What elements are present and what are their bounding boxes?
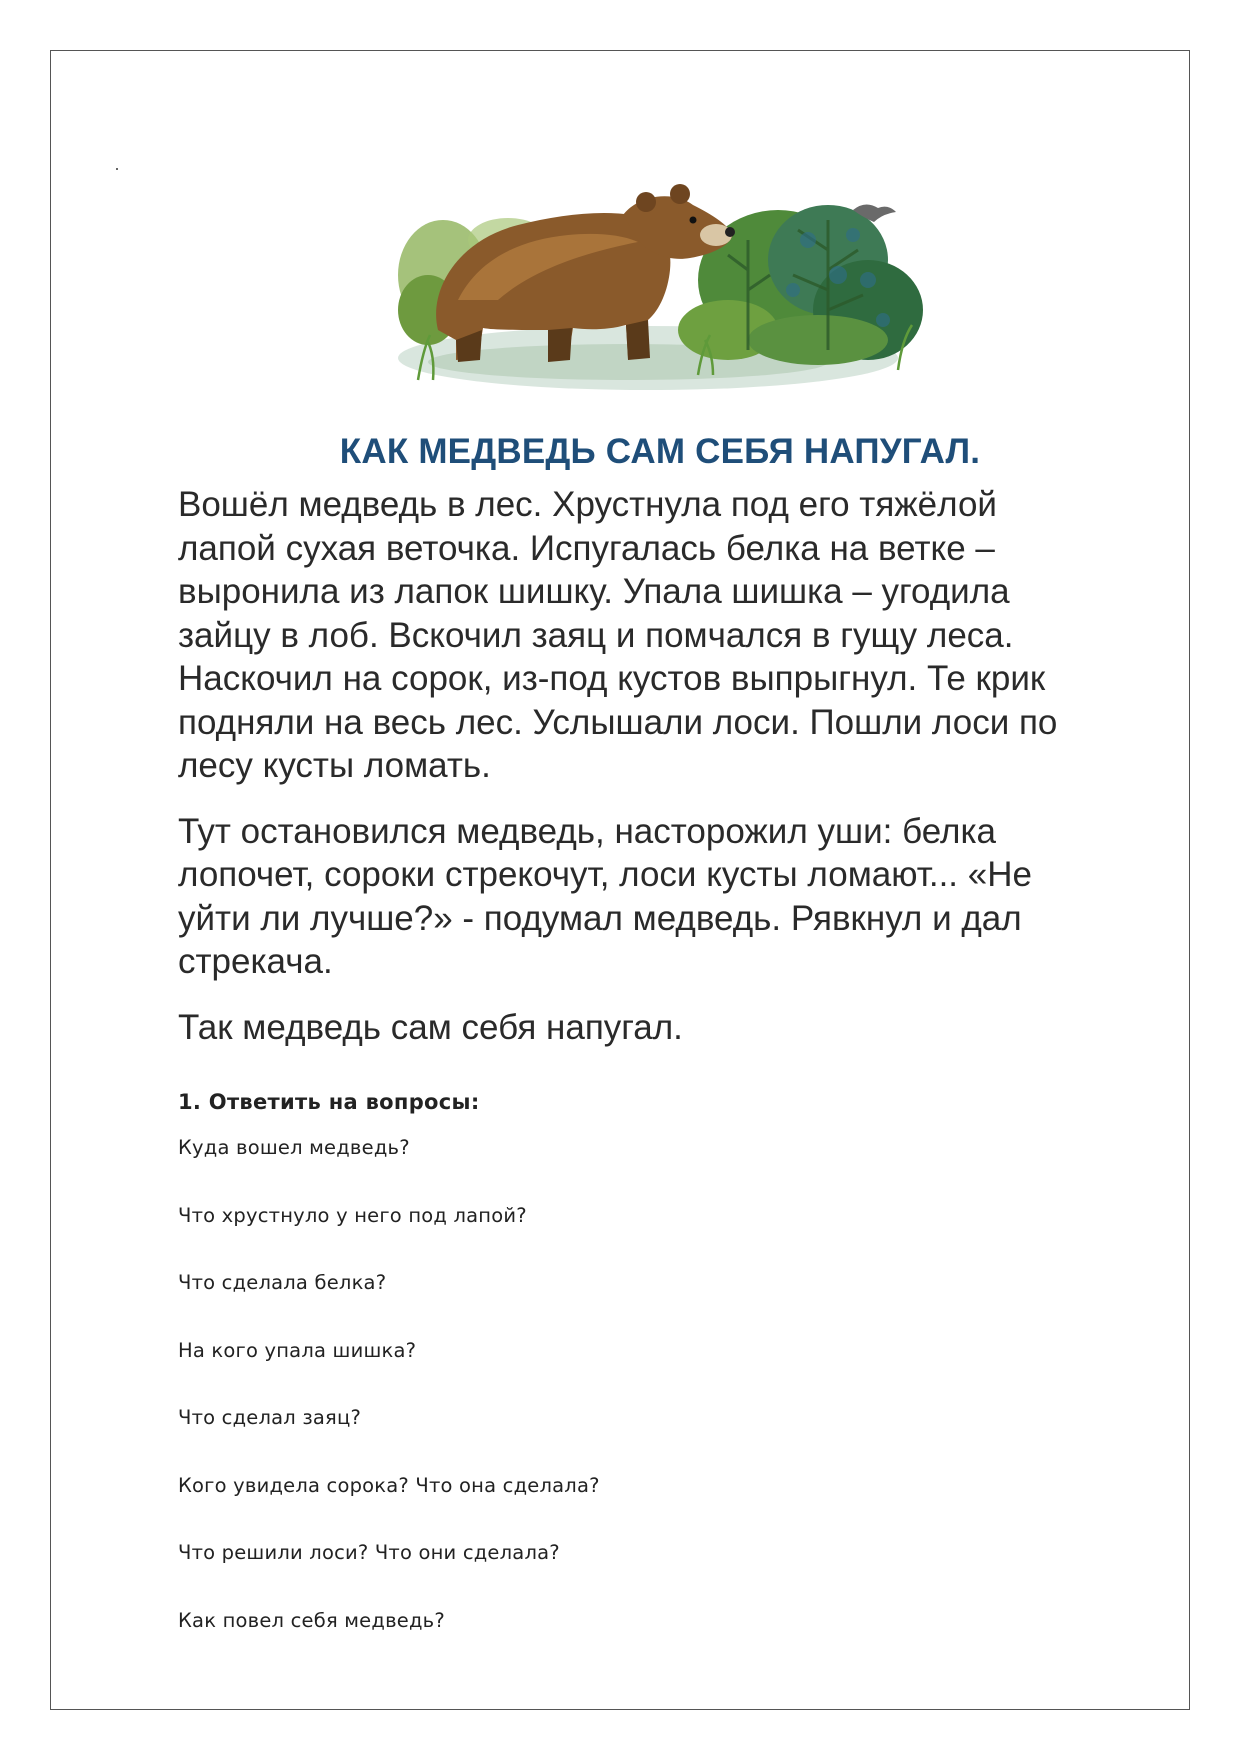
story-paragraph: Тут остановился медведь, насторожил уши: белка лопочет, сороки стрекочут, лоси кусты ломают... «Не уйти ли лучше?» - подумал медведь. Рявкнул и дал стрекача. <box>178 811 1032 981</box>
questions-heading: 1. Ответить на вопросы: <box>178 1090 480 1114</box>
story-paragraph: Так медведь сам себя напугал. <box>178 1007 683 1047</box>
question-item: Как повел себя медведь? <box>178 1608 445 1632</box>
question-item: Что хрустнуло у него под лапой? <box>178 1203 527 1227</box>
stray-dot <box>116 168 118 170</box>
question-item: Что сделала белка? <box>178 1271 387 1294</box>
question-item: Что решили лоси? Что они сделала? <box>178 1541 560 1564</box>
questions-section <box>178 1090 1078 1676</box>
story-paragraph: Вошёл медведь в лес. Хрустнула под его тяжёлой лапой сухая веточка. Испугалась белка на ветке – выронила из лапок шишку. Упала шишка – угодила зайцу в лоб. Вскочил заяц и помчался в гущу леса. Наскочил на сорок, из-под кустов выпрыгнул. Те крик подняли на весь лес. Услышали лоси. Пошли лоси по лесу кусты ломать. <box>178 485 1058 785</box>
bear-in-forest-illustration <box>398 180 928 395</box>
page-title: КАК МЕДВЕДЬ САМ СЕБЯ НАПУГАЛ. <box>339 432 981 471</box>
question-item: Что сделал заяц? <box>178 1406 362 1429</box>
story-text <box>178 483 1138 1071</box>
question-item: Кого увидела сорока? Что она сделала? <box>178 1473 600 1497</box>
question-item: Куда вошел медведь? <box>178 1136 410 1159</box>
question-item: На кого упала шишка? <box>178 1338 417 1362</box>
questions-list <box>178 1136 1078 1676</box>
